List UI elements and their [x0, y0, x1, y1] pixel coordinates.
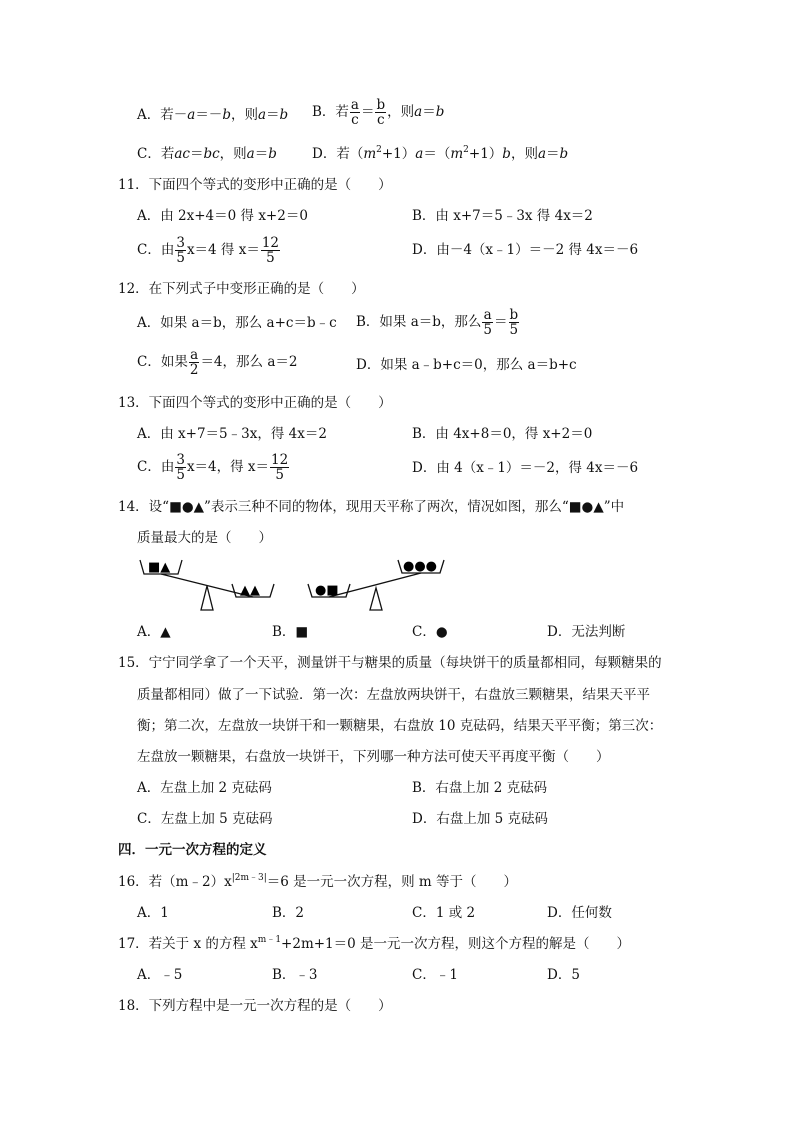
q15-stem-line2: 质量都相同）做了一下试验．第一次：左盘放两块饼干，右盘放三颗糖果，结果天平平	[137, 687, 650, 703]
q18-stem: 18．下列方程中是一元一次方程的是（ ）	[118, 998, 392, 1014]
balance-scale-1	[140, 560, 274, 610]
q12-option-c[interactable]: C．如果 $\frac{a}{2}$ ＝4，那么 a＝2	[137, 347, 298, 378]
scale-1-left-pan-items: ■▲	[148, 560, 171, 575]
scale-2-left-pan-items: ●■	[315, 583, 339, 598]
fraction: $\frac{a}{c}$	[350, 97, 359, 128]
q15-stem-line3: 衡；第二次，左盘放一块饼干和一颗糖果，右盘放 10 克砝码，结果天平平衡；第三次：	[137, 718, 663, 734]
fraction: $\frac{a}{5}$	[483, 307, 492, 338]
q13-option-b[interactable]: B．由 4x+8＝0，得 x+2＝0	[412, 426, 593, 442]
fraction: $\frac{12}{5}$	[271, 452, 289, 483]
q12-option-d[interactable]: D．如果 a﹣b+c＝0，那么 a＝b+c	[356, 357, 577, 373]
balance-figure	[136, 556, 476, 616]
q10-option-b[interactable]: B．若 $\frac{a}{c}$ ＝ $\frac{b}{c}$ ，则a＝b	[312, 97, 445, 128]
fraction: $\frac{12}{5}$	[261, 235, 280, 266]
q14-option-a[interactable]: A．▲	[137, 624, 171, 640]
q17-option-c[interactable]: C．﹣1	[412, 967, 458, 983]
fraction: $\frac{3}{5}$	[176, 452, 185, 483]
q16-option-b[interactable]: B．2	[272, 905, 305, 921]
q12-stem: 12．在下列式子中变形正确的是（ ）	[118, 281, 365, 297]
fraction: $\frac{a}{2}$	[189, 347, 199, 378]
q11-option-c[interactable]: C．由 $\frac{3}{5}$ x＝4 得 x＝ $\frac{12}{5}$	[137, 235, 280, 266]
q14-stem-line1: 14．设“■●▲”表示三种不同的物体，现用天平称了两次，情况如图，那么“■●▲”中	[118, 499, 625, 515]
q12-option-a[interactable]: A．如果 a＝b，那么 a+c＝b﹣c	[137, 315, 337, 331]
q16-option-a[interactable]: A．1	[137, 905, 169, 921]
section-heading: 四．一元一次方程的定义	[118, 842, 267, 858]
q11-stem: 11．下面四个等式的变形中正确的是（ ）	[118, 177, 392, 193]
fraction: $\frac{b}{c}$	[376, 97, 386, 128]
scale-2-right-pan-items: ●●●	[403, 559, 438, 574]
fraction: $\frac{b}{5}$	[509, 307, 519, 338]
q15-option-a[interactable]: A．左盘上加 2 克砝码	[137, 780, 272, 796]
q10-option-a[interactable]: A．若－a＝－b，则a＝b	[137, 107, 289, 123]
q16-stem: 16．若$(m﹣2)x^{|2m﹣3|}=6$ 是一元一次方程，则 m 等于（ ）	[118, 873, 518, 890]
q17-option-b[interactable]: B．﹣3	[272, 967, 318, 983]
q10-option-d[interactable]: D．若$(m^2+1)a=(m^2+1)b$，则a＝b	[312, 145, 569, 162]
q15-option-d[interactable]: D．右盘上加 5 克砝码	[412, 811, 548, 827]
q14-option-c[interactable]: C．●	[412, 624, 448, 640]
q15-option-c[interactable]: C．左盘上加 5 克砝码	[137, 811, 273, 827]
scale-1-right-pan-items: ▲▲	[240, 583, 260, 598]
balance-scale-2	[308, 559, 444, 610]
q12-option-b[interactable]: B．如果 a＝b，那么 $\frac{a}{5}$ ＝ $\frac{b}{5}$	[356, 307, 519, 338]
q11-option-d[interactable]: D．由－4（x﹣1）＝－2 得 4x＝－6	[412, 242, 639, 258]
q11-option-b[interactable]: B．由 x+7＝5﹣3x 得 4x＝2	[412, 208, 593, 224]
q15-option-b[interactable]: B．右盘上加 2 克砝码	[412, 780, 548, 796]
q14-option-b[interactable]: B．■	[272, 624, 309, 640]
q13-option-d[interactable]: D．由 4（x﹣1）＝－2，得 4x＝－6	[412, 460, 639, 476]
q13-option-c[interactable]: C．由 $\frac{3}{5}$ x＝4，得 x＝ $\frac{12}{5}$	[137, 452, 289, 483]
q13-option-a[interactable]: A．由 x+7＝5﹣3x，得 4x＝2	[137, 426, 327, 442]
q17-stem: 17．若关于 x 的方程 $x^{m﹣1}+2m+1=0$ 是一元一次方程，则这个方程的解是（ ）	[118, 935, 631, 952]
q16-option-c[interactable]: C．1 或 2	[412, 905, 476, 921]
q11-option-a[interactable]: A．由 2x+4＝0 得 x+2＝0	[137, 208, 308, 224]
q15-stem-line4: 左盘放一颗糖果，右盘放一块饼干，下列哪一种方法可使天平再度平衡（ ）	[137, 749, 610, 765]
q17-option-d[interactable]: D．5	[547, 967, 580, 983]
fraction: $\frac{3}{5}$	[176, 235, 185, 266]
q17-option-a[interactable]: A．﹣5	[137, 967, 183, 983]
q13-stem: 13．下面四个等式的变形中正确的是（ ）	[118, 395, 392, 411]
q10-option-c[interactable]: C．若ac＝bc，则a＝b	[137, 146, 277, 162]
q14-stem-line2: 质量最大的是（ ）	[137, 530, 272, 546]
q16-option-d[interactable]: D．任何数	[547, 905, 612, 921]
q15-stem-line1: 15．宁宁同学拿了一个天平，测量饼干与糖果的质量（每块饼干的质量都相同，每颗糖果的	[118, 655, 662, 671]
q14-option-d[interactable]: D．无法判断	[547, 624, 626, 640]
